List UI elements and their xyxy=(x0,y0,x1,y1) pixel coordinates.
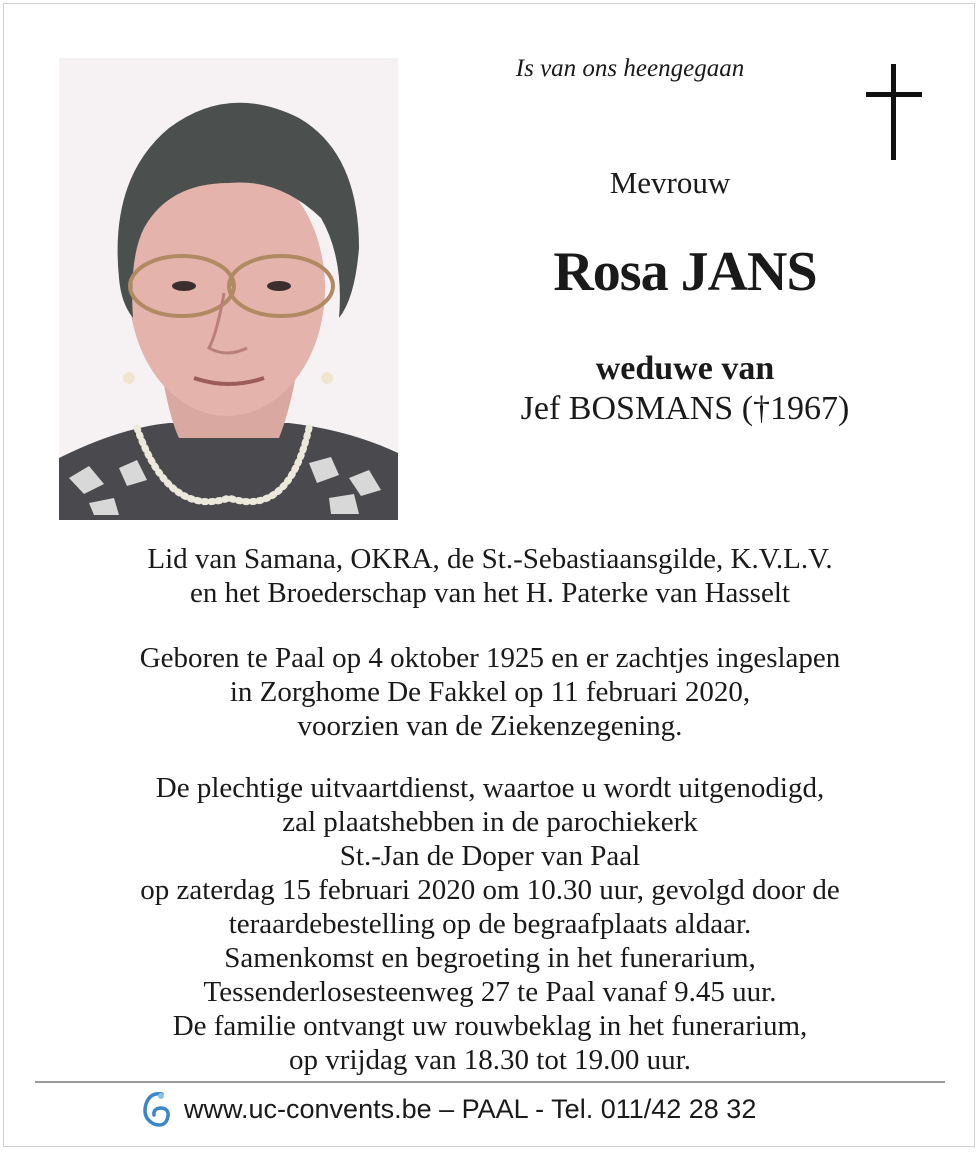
text-line: Lid van Samana, OKRA, de St.-Sebastiaansgilde, K.V.L.V. xyxy=(147,543,833,575)
deceased-name: Rosa JANS xyxy=(553,241,817,303)
text-line: op vrijdag van 18.30 tot 19.00 uur. xyxy=(289,1044,691,1076)
membership-text xyxy=(20,542,960,610)
text-line: teraardebestelling op de begraafplaats aldaar. xyxy=(228,908,752,940)
footer-divider xyxy=(35,1081,945,1083)
text-line: in Zorghome De Fakkel op 11 februari 2020, xyxy=(229,676,751,708)
text-line: De familie ontvangt uw rouwbeklag in het funerarium, xyxy=(172,1010,808,1042)
text-line: De plechtige uitvaartdienst, waartoe u wordt uitgenodigd, xyxy=(155,772,825,804)
text-line: Geboren te Paal op 4 oktober 1925 en er zachtjes ingeslapen xyxy=(139,642,841,674)
ceremony-text xyxy=(20,771,960,1077)
uc-conventus-logo-icon xyxy=(140,1090,172,1128)
text-line: en het Broederschap van het H. Paterke van Hasselt xyxy=(190,577,790,609)
spouse-name: Jef BOSMANS (†1967) xyxy=(520,390,850,427)
portrait-photo xyxy=(59,58,398,520)
footer xyxy=(140,1089,860,1129)
latin-cross-icon xyxy=(866,64,922,160)
text-line: zal plaatshebben in de parochiekerk xyxy=(282,806,698,838)
footer-contact[interactable]: www.uc-convents.be – PAAL - Tel. 011/42 28 32 xyxy=(184,1093,757,1124)
widow-label: weduwe van xyxy=(595,350,775,387)
text-line: op zaterdag 15 februari 2020 om 10.30 uur, gevolgd door de xyxy=(140,874,840,906)
text-line: Tessenderlosesteenweg 27 te Paal vanaf 9.45 uur. xyxy=(203,976,777,1008)
honorific: Mevrouw xyxy=(609,165,731,200)
text-line: voorzien van de Ziekenzegening. xyxy=(297,710,683,742)
text-line: Samenkomst en begroeting in het funerarium, xyxy=(224,942,756,974)
birth-death-text xyxy=(20,641,960,743)
text-line: St.-Jan de Doper van Paal xyxy=(339,840,641,872)
intro-line: Is van ons heengegaan xyxy=(515,55,745,82)
